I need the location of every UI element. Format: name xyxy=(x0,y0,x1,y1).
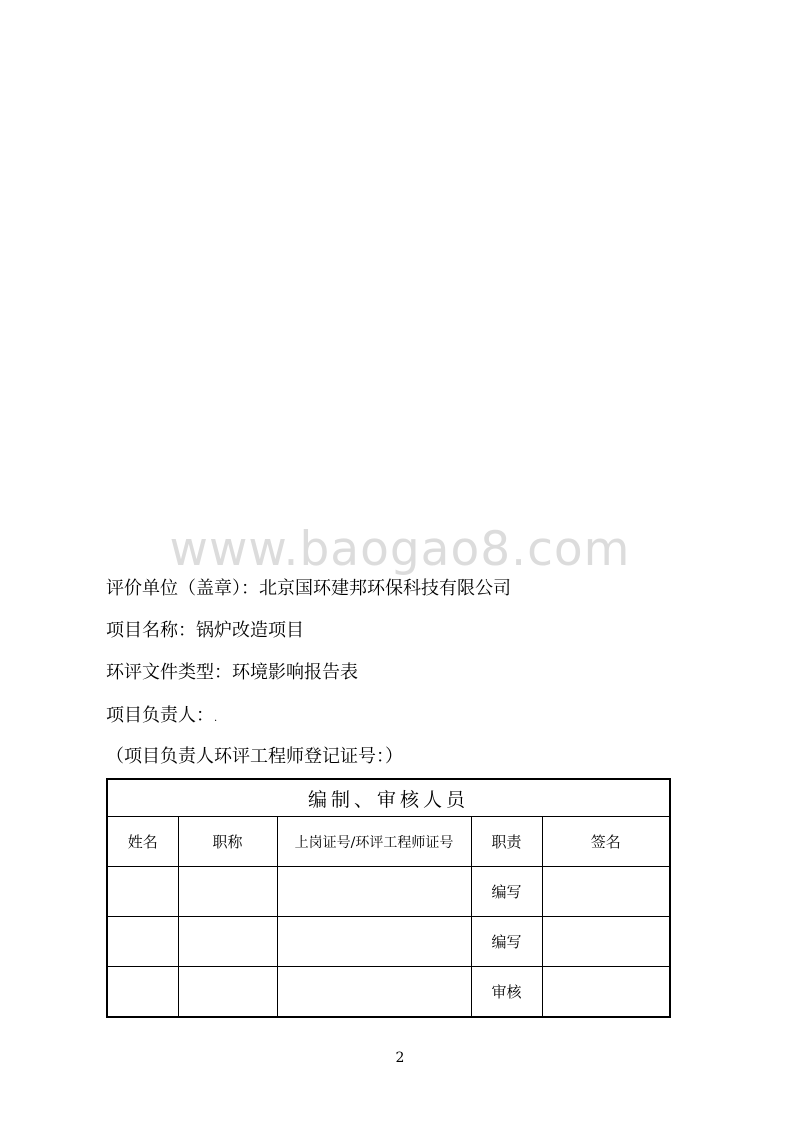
cell-cert xyxy=(277,867,471,917)
page-number: 2 xyxy=(395,1050,405,1066)
header-duty: 职责 xyxy=(471,817,542,867)
table-title: 编制、审核人员 xyxy=(107,779,670,817)
cell-title xyxy=(178,967,277,1017)
header-signature: 签名 xyxy=(542,817,670,867)
cell-name xyxy=(107,867,178,917)
table-title-row xyxy=(107,779,670,817)
staff-table xyxy=(106,778,671,1018)
project-name: 项目名称：锅炉改造项目 xyxy=(106,620,304,641)
document-type: 环评文件类型：环境影响报告表 xyxy=(106,662,358,683)
cell-signature xyxy=(542,867,670,917)
cell-title xyxy=(178,867,277,917)
project-leader xyxy=(106,704,217,731)
evaluation-unit: 评价单位（盖章）：北京国环建邦环保科技有限公司 xyxy=(106,578,511,599)
leader-mark: . xyxy=(214,713,218,724)
header-title: 职称 xyxy=(178,817,277,867)
table-row xyxy=(107,917,670,967)
project-leader-label: 项目负责人： xyxy=(106,705,214,726)
table-row xyxy=(107,867,670,917)
header-name: 姓名 xyxy=(107,817,178,867)
cell-name xyxy=(107,917,178,967)
cell-signature xyxy=(542,917,670,967)
cell-signature xyxy=(542,967,670,1017)
cell-cert xyxy=(277,917,471,967)
header-cert: 上岗证号/环评工程师证号 xyxy=(277,817,471,867)
registration-number: （项目负责人环评工程师登记证号：） xyxy=(106,746,403,767)
cell-duty: 编写 xyxy=(471,917,542,967)
cell-name xyxy=(107,967,178,1017)
cell-duty: 编写 xyxy=(471,867,542,917)
table-row xyxy=(107,967,670,1017)
table-header-row xyxy=(107,817,670,867)
cell-title xyxy=(178,917,277,967)
watermark: www.baogao8.com xyxy=(169,522,631,577)
cell-cert xyxy=(277,967,471,1017)
cell-duty: 审核 xyxy=(471,967,542,1017)
